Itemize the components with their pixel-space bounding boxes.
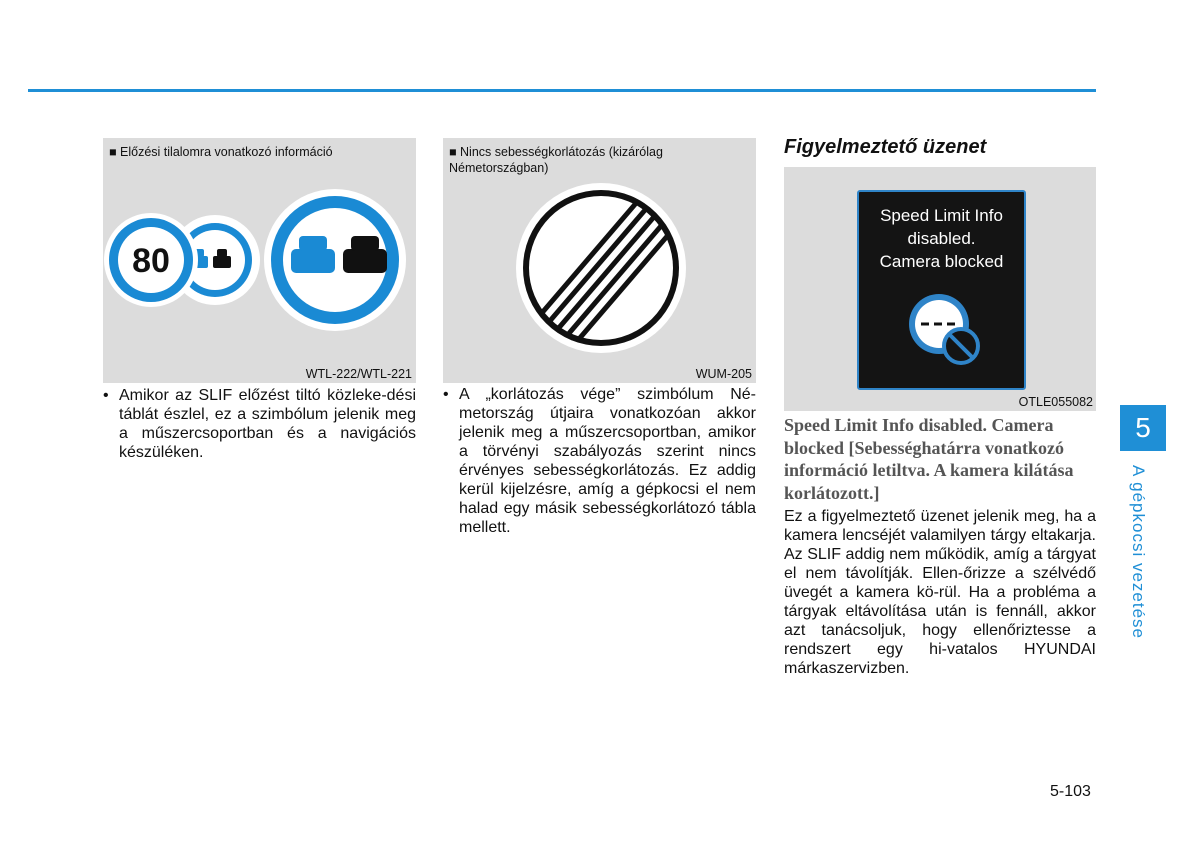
figure-caption: ■ Előzési tilalomra vonatkozó információ	[109, 145, 333, 159]
no-overtaking-sign-icon	[263, 188, 413, 333]
bullet-dot: •	[443, 386, 449, 403]
figure-code: OTLE055082	[1018, 395, 1093, 409]
figure-end-of-restrictions	[443, 138, 756, 383]
speed-limit-number: 80	[132, 242, 170, 280]
cluster-display	[857, 190, 1026, 390]
message-body: Ez a figyelmeztető üzenet jelenik meg, ha a kamera lencséjét valamilyen tárgy eltakarja. Az SLIF addig nem működik, amíg a tárgyat el nem távolítják. Ellen-őrizze a szélvédő üvegét a kamera kö-rül. Ha a probléma a tárgyak eltávolítása után is fennáll, akkor azt tanácsoljuk, hogy ellenőriztesse a rendszert egy hi-vatalos HYUNDAI márkaszervizben.	[784, 508, 1096, 677]
figure-code: WUM-205	[695, 367, 752, 381]
chapter-number-tab: 5	[1120, 405, 1166, 451]
message-heading: Speed Limit Info disabled. Camera blocked [Sebességhatárra vonatkozó információ letiltva. A kamera kilátása korlátozott.]	[784, 415, 1074, 503]
speed-limit-sign-icon	[103, 208, 263, 318]
bullet-dot: •	[103, 387, 109, 404]
bullet-overtaking	[103, 386, 416, 462]
figure-no-overtaking	[103, 138, 416, 383]
page-number: 5-103	[1050, 783, 1091, 800]
bullet-end-of-restrictions	[443, 385, 756, 537]
section-title: Figyelmeztető üzenet	[784, 136, 987, 158]
bullet-text: A „korlátozás vége” szimbólum Né-metország útjaira vonatkozóan akkor jelenik meg a műszercsoportban, amikor a törvényi szabályozás szerint nincs érvényes sebességkorlátozás. Ez addig kerül kijelzésre, amíg a gépkocsi el nem halad egy másik sebességkorlátozó tábla mellett.	[459, 386, 756, 536]
screen-message: Speed Limit Info disabled. Camera blocked	[879, 206, 1004, 271]
chapter-label: A gépkocsi vezetése	[1129, 465, 1148, 639]
camera-blocked-icon	[907, 292, 987, 372]
figure-code: WTL-222/WTL-221	[305, 367, 412, 381]
end-of-restrictions-sign-icon	[515, 182, 687, 354]
bullet-text: Amikor az SLIF előzést tiltó közleke-dési táblát észlel, ez a szimbólum jelenik meg a műszercsoportban és a navigációs készüléken.	[119, 387, 416, 461]
top-rule	[28, 89, 1096, 92]
figure-caption: ■ Nincs sebességkorlátozás (kizárólag Németországban)	[449, 145, 663, 175]
